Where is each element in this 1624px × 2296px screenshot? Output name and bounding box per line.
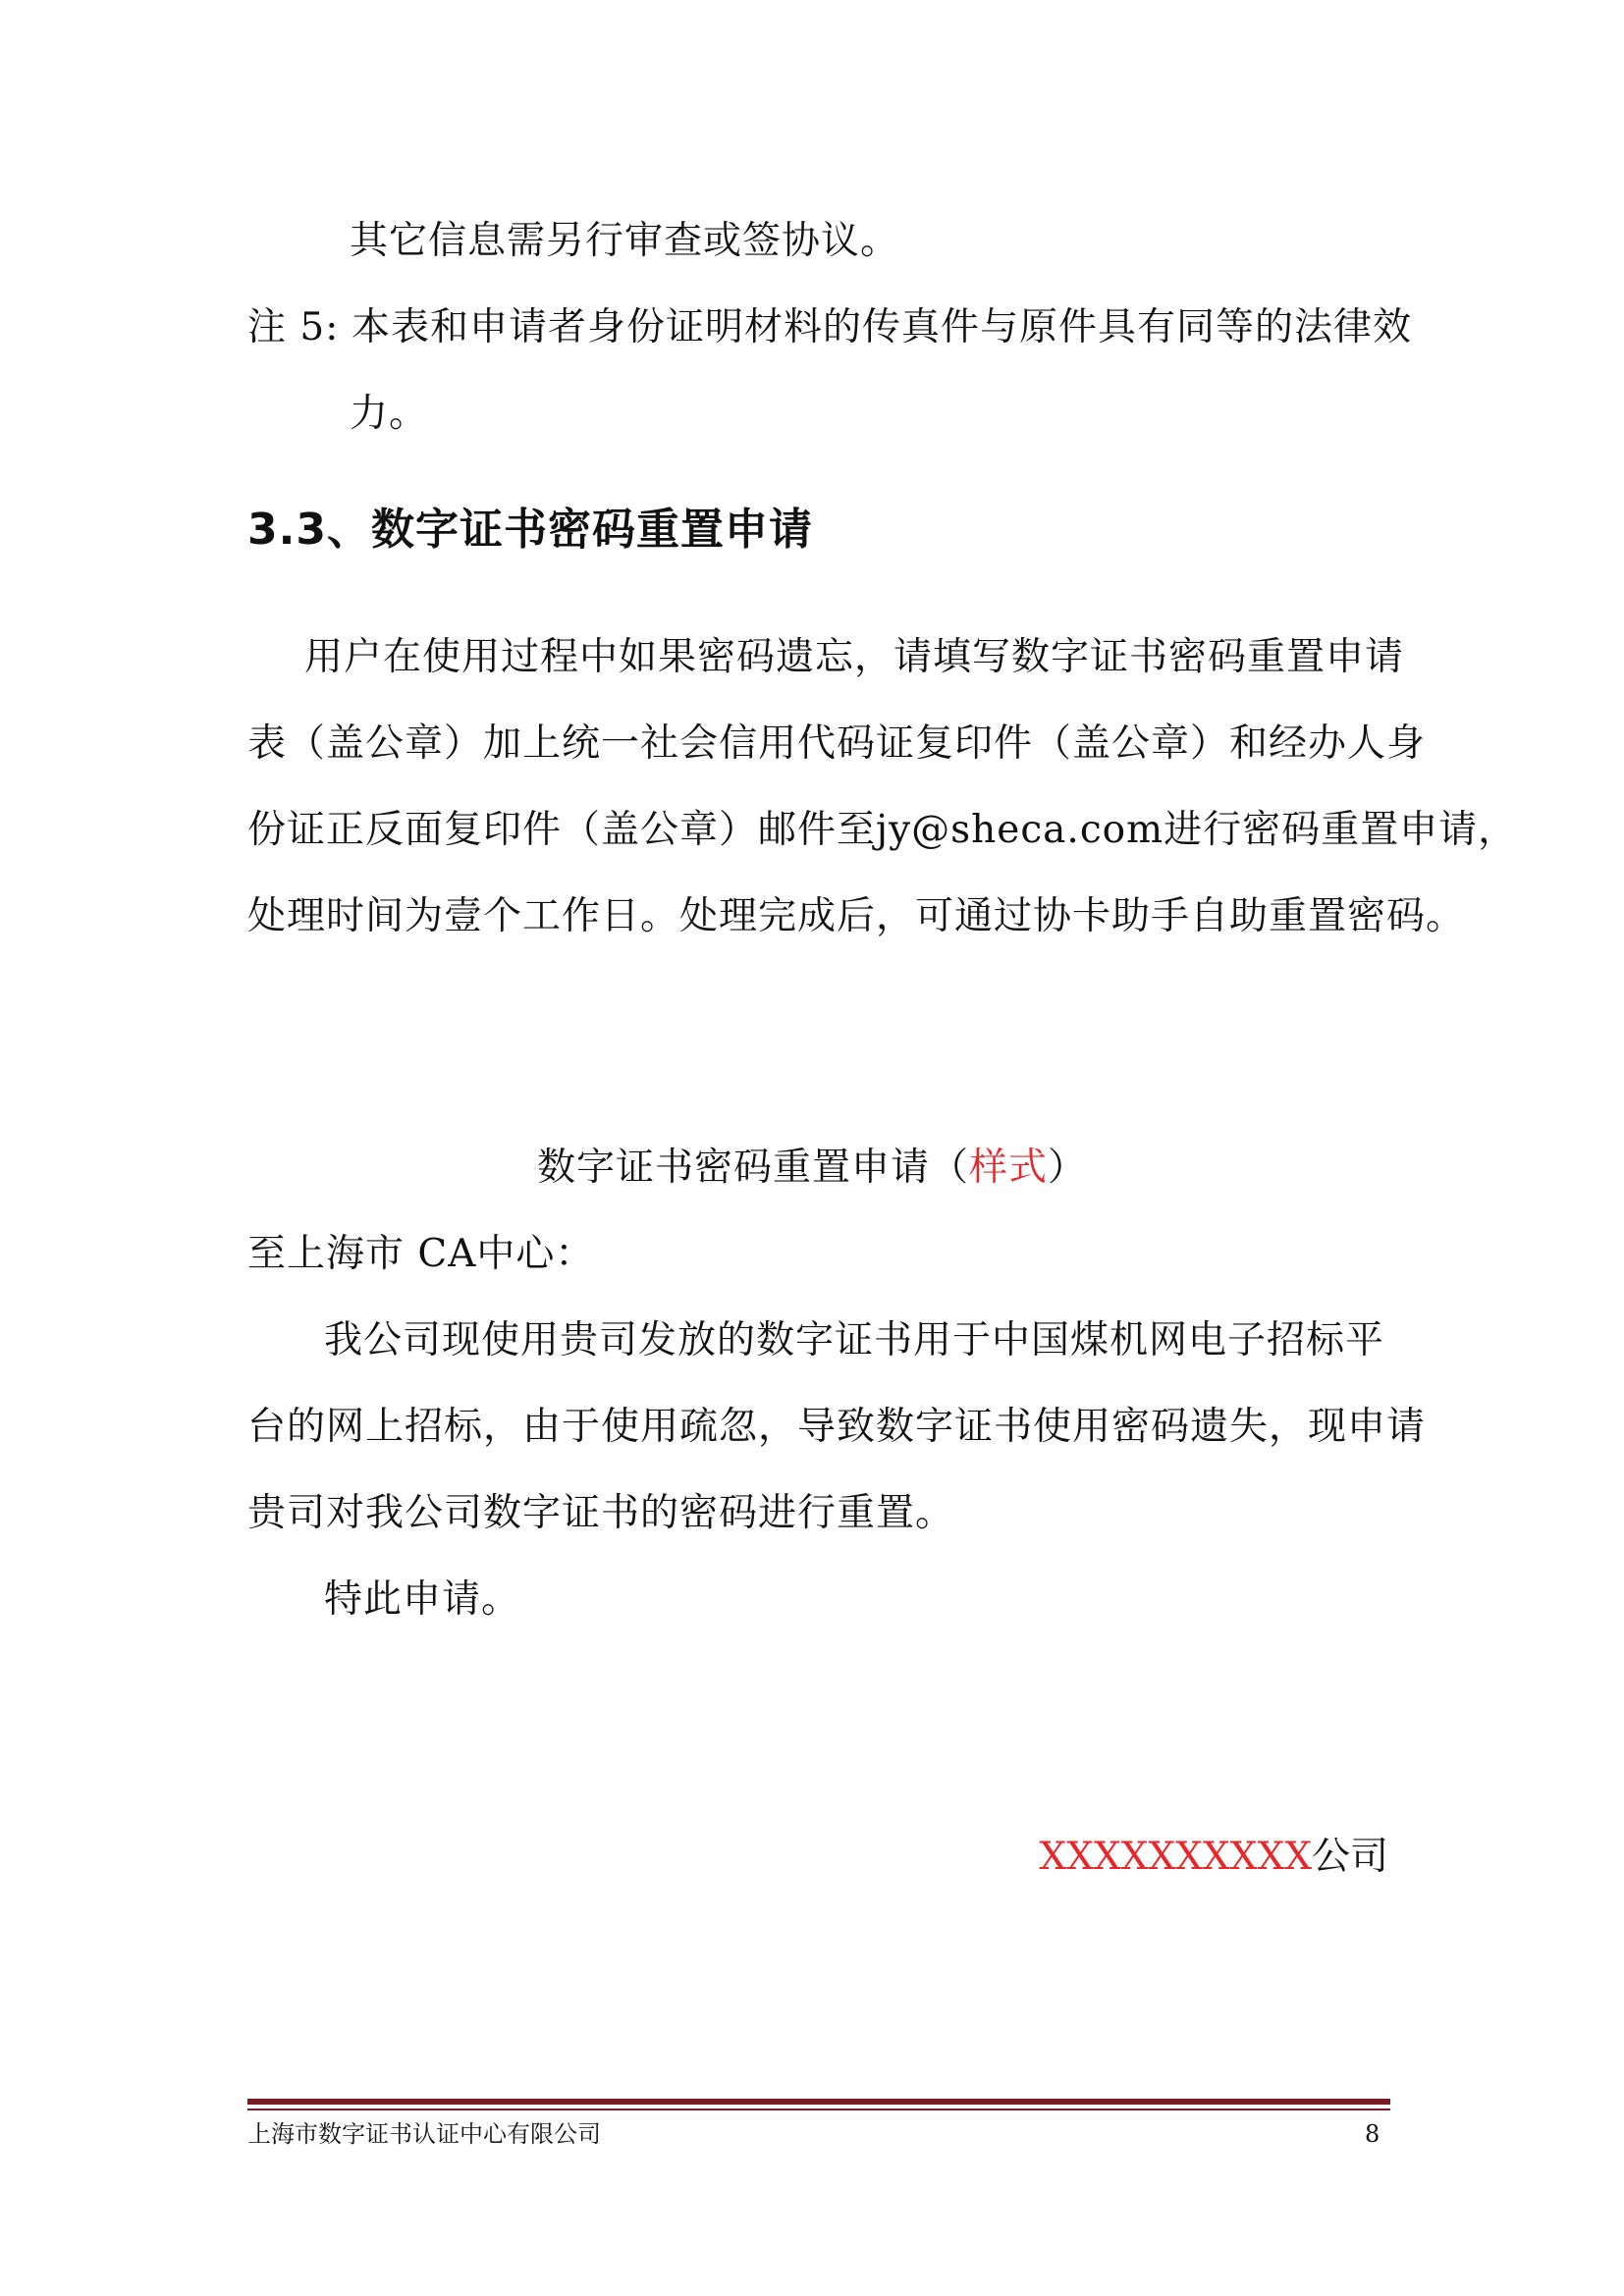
form-body-line-2: 台的网上招标，由于使用疏忽，导致数字证书使用密码遗失，现申请 bbox=[247, 1405, 1427, 1449]
section-paragraph-line-2: 表（盖公章）加上统一社会信用代码证复印件（盖公章）和经办人身 bbox=[247, 721, 1427, 766]
footer-rule-thin bbox=[247, 2109, 1390, 2110]
form-body-line-1: 我公司现使用贵司发放的数字证书用于中国煤机网电子招标平 bbox=[324, 1318, 1385, 1362]
note-5-text-line-1: 本表和申请者身份证明材料的传真件与原件具有同等的法律效 bbox=[352, 305, 1413, 349]
section-paragraph-line-4: 处理时间为壹个工作日。处理完成后，可通过协卡助手自助重置密码。 bbox=[247, 894, 1466, 938]
form-closing: 特此申请。 bbox=[324, 1577, 521, 1622]
form-body-line-3: 贵司对我公司数字证书的密码进行重置。 bbox=[247, 1491, 955, 1535]
footer-rule-thick bbox=[247, 2099, 1390, 2105]
section-paragraph-line-1: 用户在使用过程中如果密码遗忘，请填写数字证书密码重置申请 bbox=[304, 635, 1405, 679]
form-title-paren-open: （ bbox=[929, 1146, 969, 1190]
company-signature bbox=[1039, 1834, 1388, 1881]
section-heading: 3.3、数字证书密码重置申请 bbox=[247, 505, 813, 555]
form-salutation: 至上海市 CA中心： bbox=[247, 1232, 595, 1276]
note-4-continuation: 其它信息需另行审查或签协议。 bbox=[350, 219, 900, 263]
form-title-sample: 样式 bbox=[969, 1146, 1049, 1190]
company-placeholder: XXXXXXXXXX bbox=[1039, 1835, 1312, 1879]
company-suffix: 公司 bbox=[1311, 1835, 1388, 1879]
section-paragraph-line-3: 份证正反面复印件（盖公章）邮件至jy@sheca.com进行密码重置申请， bbox=[247, 808, 1518, 852]
form-title bbox=[0, 1145, 1624, 1192]
footer-organization: 上海市数字证书认证中心有限公司 bbox=[247, 2120, 601, 2148]
note-5-text-line-2: 力。 bbox=[350, 392, 429, 436]
note-5-label: 注 5: bbox=[247, 305, 340, 349]
note-5 bbox=[247, 304, 1412, 351]
footer-page-number: 8 bbox=[1365, 2120, 1380, 2148]
form-title-paren-close: ） bbox=[1048, 1146, 1088, 1190]
form-title-main: 数字证书密码重置申请 bbox=[536, 1146, 930, 1190]
